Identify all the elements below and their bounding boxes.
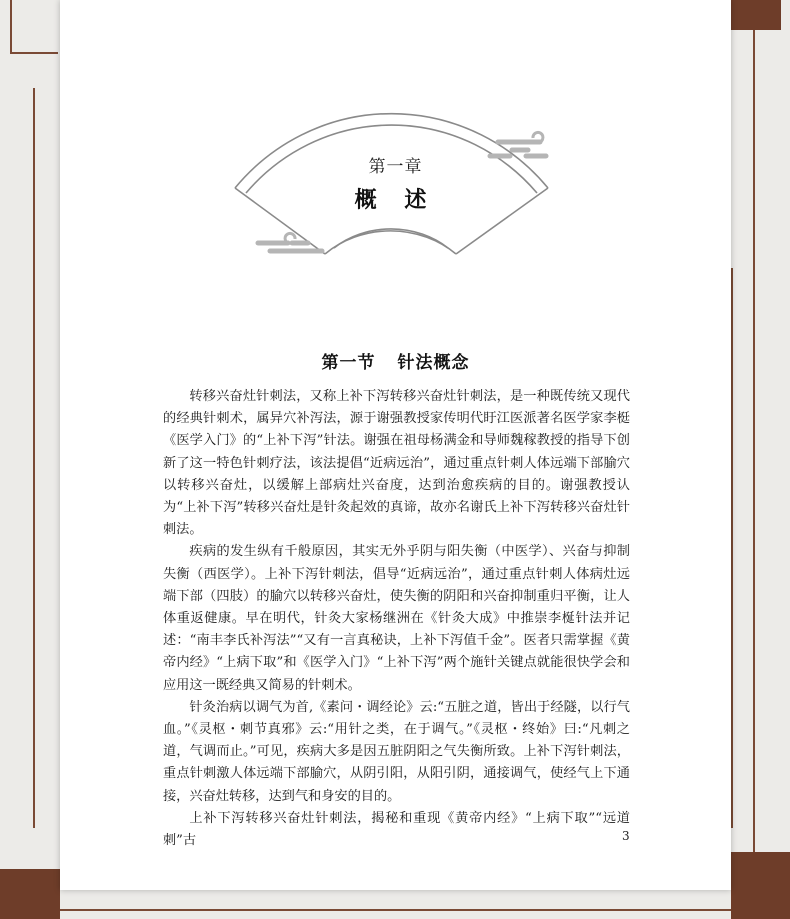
frame-line-right-vertical	[753, 30, 755, 890]
frame-line-top-left	[10, 52, 58, 54]
frame-line-bottom	[60, 909, 731, 911]
frame-line-right-inner	[731, 268, 733, 828]
body-text	[163, 386, 630, 852]
paragraph: 疾病的发生纵有千般原因，其实无外乎阴与阳失衡（中医学）、兴奋与抑制失衡（西医学）。上补下泻针刺法，倡导“近病远治”，通过重点针刺人体病灶远端下部（四肢）的腧穴以转移兴奋灶，使失衡的阴阳和兴奋抑制重归平衡，让人体重返健康。早在明代，针灸大家杨继洲在《针灸大成》中推崇李梴针法并记述：“南丰李氏补泻法”“又有一言真秘诀，上补下泻值千金”。医者只需掌握《黄帝内经》“上病下取”和《医学入门》“上补下泻”两个施针关键点就能很快学会和应用这一既经典又简易的针刺术。	[163, 544, 630, 693]
paragraph: 转移兴奋灶针刺法，又称上补下泻转移兴奋灶针刺法，是一种既传统又现代的经典针刺术，属异穴补泻法，源于谢强教授家传明代盱江医派著名医学家李梃《医学入门》的“上补下泻”针法。谢强在祖母杨满金和导师魏稼教授的指导下创新了这一特色针刺疗法，该法提倡“近病远治”，通过重点针刺人体远端下部腧穴以转移兴奋灶，以缓解上部病灶兴奋度，达到治愈疾病的目的。谢强教授认为“上补下泻”转移兴奋灶是针灸起效的真谛，故亦名谢氏上补下泻转移兴奋灶针刺法。	[163, 389, 630, 538]
chapter-title: 概 述	[354, 187, 437, 213]
fan-decoration-icon	[60, 0, 731, 300]
frame-line-left-vertical	[10, 0, 12, 54]
frame-line-left-long	[33, 88, 35, 828]
frame-corner-block-top-right	[731, 0, 781, 30]
section-title: 针法概念	[397, 353, 470, 373]
paragraph: 针灸治病以调气为首,《素问・调经论》云:“五脏之道，皆出于经隧，以行气血。”《灵枢・刺节真邪》云:“用针之类，在于调气。”《灵枢・终始》曰:“凡刺之道，气调而止。”可见，疾病大多是因五脏阴阳之气失衡所致。上补下泻针刺法，重点针刺激人体远端下部腧穴，从阴引阳，从阳引阴，通接调气，使经气上下通接，兴奋灶转移，达到气和身安的目的。	[163, 699, 630, 804]
book-page	[60, 0, 731, 890]
frame-corner-block-bottom-left	[0, 869, 60, 919]
page-number: 3	[622, 829, 630, 843]
frame-corner-block-bottom-right	[731, 852, 790, 919]
section-number: 第一节	[321, 353, 376, 373]
chapter-number: 第一章	[368, 157, 423, 177]
section-heading	[60, 348, 731, 373]
paragraph: 上补下泻转移兴奋灶针刺法，揭秘和重现《黄帝内经》“上病下取”“远道刺”古	[163, 810, 630, 849]
